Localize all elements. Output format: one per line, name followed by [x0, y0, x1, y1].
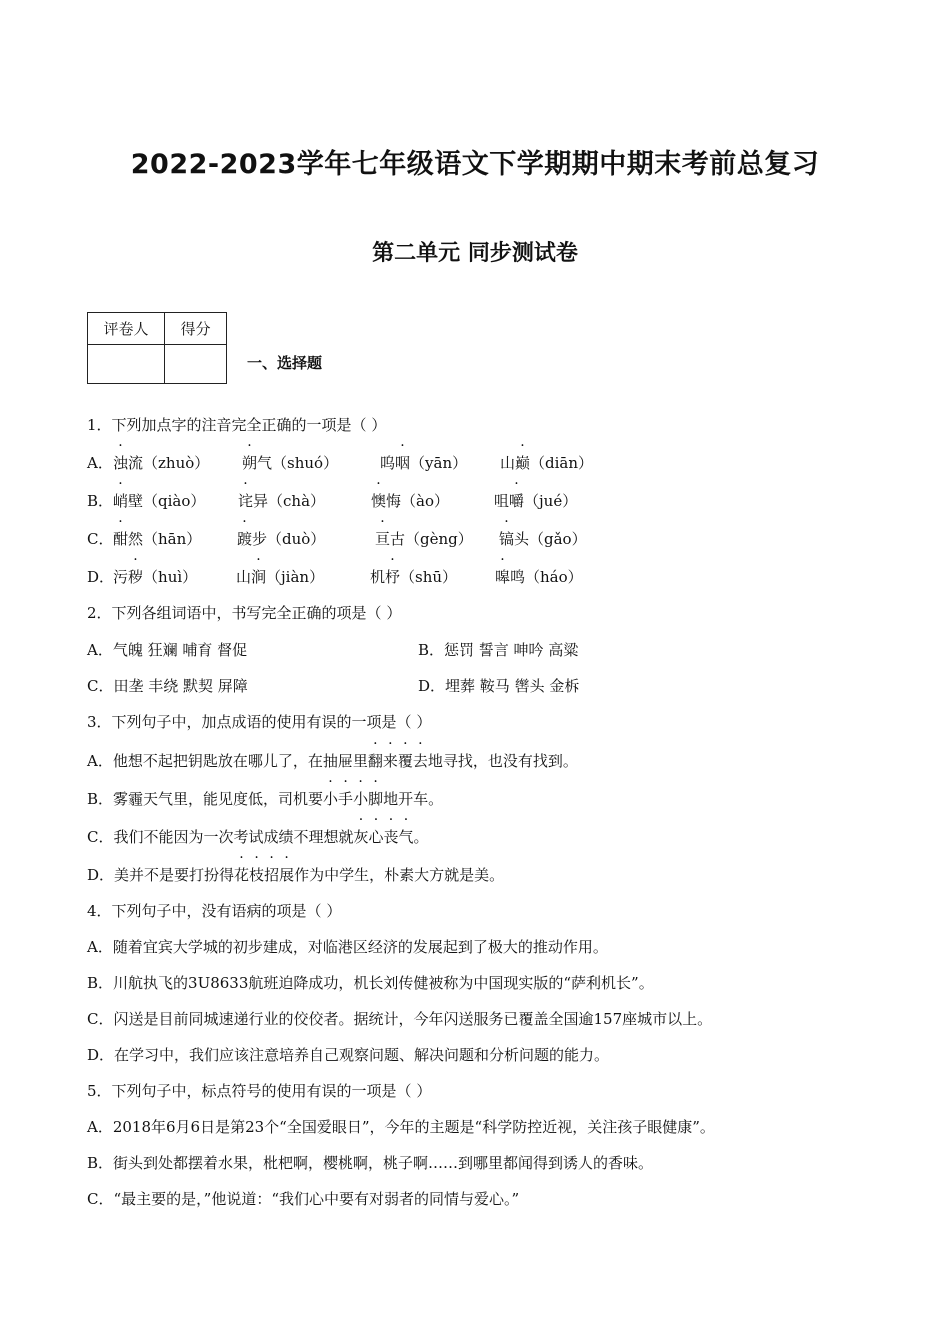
q4-option-d: D．在学习中，我们应该注意培养自己观察问题、解决问题和分析问题的能力。 — [87, 1046, 610, 1064]
q1-c-word-4: 镐头（gǎo） — [499, 530, 587, 548]
q1-c-word-3: 亘古（gèng） — [375, 530, 473, 548]
q1-c-word-2: 踱步（duò） — [237, 530, 326, 548]
q1-d-word-3: 机杼（shū） — [370, 568, 458, 586]
q1-d-label: D． — [87, 568, 115, 586]
q1-b-word-3: 懊悔（ào） — [371, 492, 449, 510]
grader-cell — [88, 345, 165, 384]
q3-stem: 3．下列句子中，加点成语的使用有误的一项是（ ） — [87, 713, 432, 731]
q3-c-idiom: 灰心丧气 — [353, 828, 414, 846]
q1-b-label: B． — [87, 492, 114, 510]
q3-option-d: D．美并不是要打扮得花枝招展作为中学生，朴素大方就是美。 — [87, 866, 505, 884]
score-table — [87, 312, 227, 384]
grader-label: 评卷人 — [88, 313, 165, 345]
q1-stem: 1．下列加点字的注音完全正确的一项是（ ） — [87, 416, 387, 434]
q4-option-c: C．闪送是目前同城速递行业的佼佼者。据统计，今年闪送服务已覆盖全国逾157座城市以上。 — [87, 1010, 713, 1028]
q1-d-word-4: 嗥鸣（háo） — [495, 568, 583, 586]
q4-stem: 4．下列句子中，没有语病的项是（ ） — [87, 902, 342, 920]
q1-a-label: A． — [87, 454, 113, 472]
q1-c-label: C． — [87, 530, 114, 548]
q3-option-c: C．我们不能因为一次考试成绩不理想就灰心丧气。 — [87, 828, 429, 846]
q2-option-b: B．惩罚 誓言 呻吟 高粱 — [418, 641, 579, 659]
q1-b-word-2: 诧异（chà） — [238, 492, 326, 510]
q2-stem: 2．下列各组词语中，书写完全正确的项是（ ） — [87, 604, 402, 622]
q5-stem: 5．下列句子中，标点符号的使用有误的一项是（ ） — [87, 1082, 432, 1100]
q1-c-word-1: 酣然（hān） — [113, 530, 202, 548]
page-title: 2022-2023学年七年级语文下学期期中期末考前总复习 — [130, 149, 820, 180]
score-cell — [165, 345, 227, 384]
section-heading: 一、选择题 — [247, 354, 323, 372]
q2-option-d: D．埋葬 鞍马 辔头 金柝 — [418, 677, 580, 695]
q1-a-word-4: 山巅（diān） — [500, 454, 594, 472]
q2-option-a: A．气魄 狂斓 哺育 督促 — [87, 641, 248, 659]
q4-option-a: A．随着宜宾大学城的初步建成，对临港区经济的发展起到了极大的推动作用。 — [87, 938, 608, 956]
q3-d-idiom: 花枝招展 — [234, 866, 295, 884]
q1-b-word-4: 咀嚼（jué） — [494, 492, 578, 510]
q5-option-c: C．“最主要的是，”他说道：“我们心中要有对弱者的同情与爱心。” — [87, 1190, 520, 1208]
q3-option-a: A．他想不起把钥匙放在哪儿了，在抽屉里翻来覆去地寻找，也没有找到。 — [87, 752, 578, 770]
q4-option-b: B．川航执飞的3U8633航班迫降成功，机长刘传健被称为中国现实版的“萨利机长”。 — [87, 974, 654, 992]
q1-a-word-1: 浊流（zhuò） — [113, 454, 210, 472]
q1-a-word-2: 朔气（shuó） — [242, 454, 339, 472]
q3-a-idiom: 翻来覆去 — [367, 752, 428, 770]
q2-option-c: C．田垄 丰绕 默契 屏障 — [87, 677, 248, 695]
q5-option-a: A．2018年6月6日是第23个“全国爱眼日”，今年的主题是“科学防控近视，关注孩子眼健康”。 — [87, 1118, 715, 1136]
q1-d-word-1: 污秽（huì） — [113, 568, 198, 586]
q1-b-word-1: 峭壁（qiào） — [113, 492, 206, 510]
page-subtitle: 第二单元 同步测试卷 — [372, 241, 578, 266]
score-label: 得分 — [165, 313, 227, 345]
q5-option-b: B．街头到处都摆着水果，枇杷啊，樱桃啊，桃子啊……到哪里都闻得到诱人的香味。 — [87, 1154, 654, 1172]
q3-option-b: B．雾霾天气里，能见度低，司机要小手小脚地开车。 — [87, 790, 444, 808]
q1-d-word-2: 山涧（jiàn） — [236, 568, 325, 586]
q3-b-idiom: 小手小脚 — [323, 790, 384, 808]
q1-a-word-3: 呜咽（yān） — [380, 454, 468, 472]
